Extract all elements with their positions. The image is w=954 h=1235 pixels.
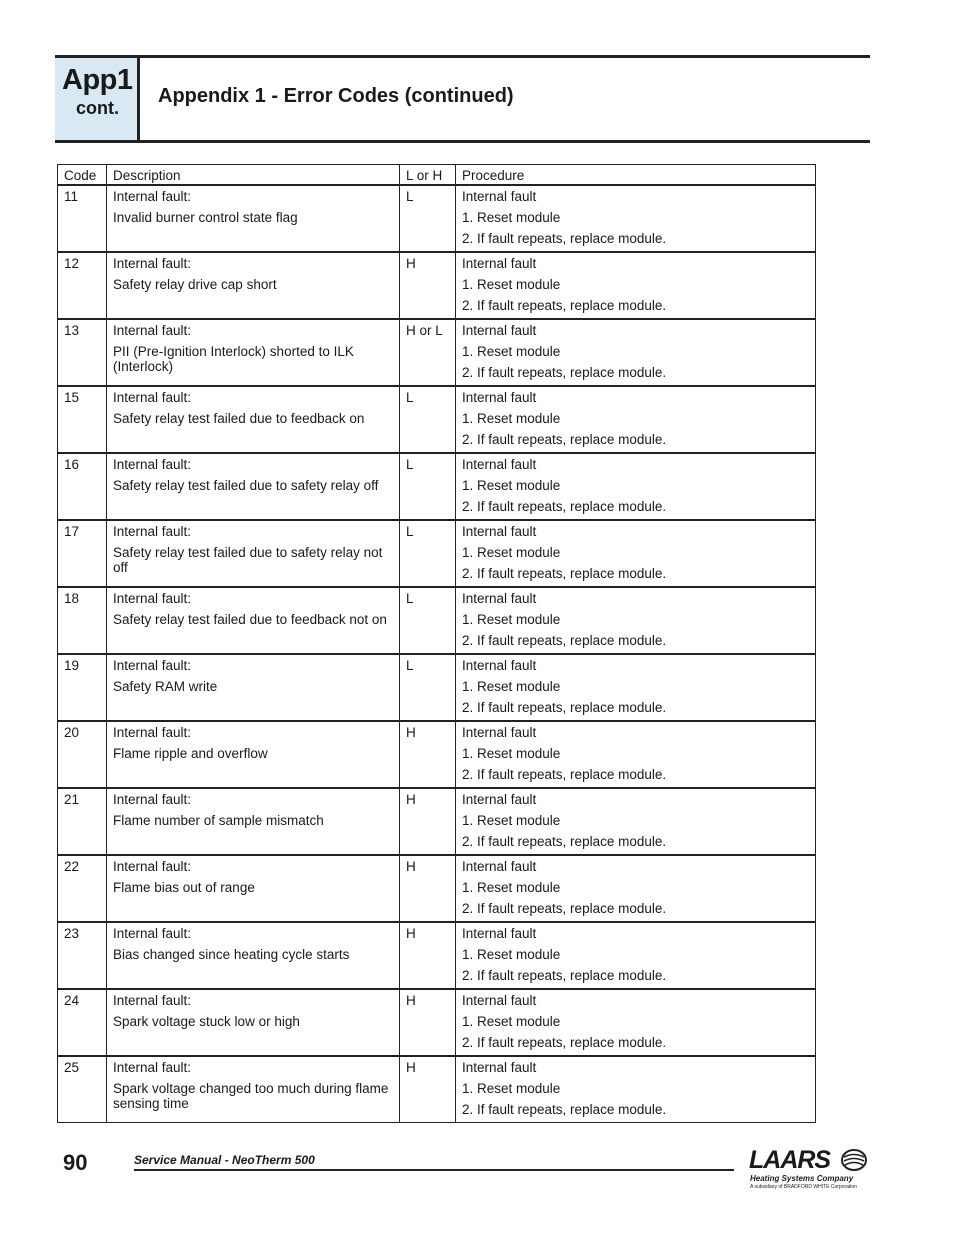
error-code-cell <box>58 386 107 453</box>
lockout-hold-cell <box>400 520 456 587</box>
procedure-heading: Internal fault <box>462 792 537 807</box>
description-cell <box>107 721 400 788</box>
lockout-hold-value: H <box>406 859 416 874</box>
appendix-tab <box>55 58 140 140</box>
description-heading: Internal fault: <box>113 658 192 673</box>
description-heading: Internal fault: <box>113 1060 192 1075</box>
lockout-hold-value: L <box>406 457 414 472</box>
description-heading: Internal fault: <box>113 591 192 606</box>
column-header-l-or-h: L or H <box>400 165 456 186</box>
lockout-hold-cell <box>400 587 456 654</box>
lockout-hold-cell <box>400 386 456 453</box>
table-row <box>58 453 816 520</box>
procedure-step-2: 2. If fault repeats, replace module. <box>462 1035 667 1050</box>
error-code-cell <box>58 520 107 587</box>
error-code: 13 <box>64 323 80 338</box>
error-code: 18 <box>64 591 80 606</box>
lockout-hold-value: H or L <box>406 323 443 338</box>
error-code: 17 <box>64 524 80 539</box>
error-code: 21 <box>64 792 80 807</box>
description-heading: Internal fault: <box>113 256 192 271</box>
lockout-hold-value: H <box>406 993 416 1008</box>
laars-logo <box>749 1146 869 1191</box>
logo-brand: LAARS <box>749 1146 831 1174</box>
procedure-heading: Internal fault <box>462 323 537 338</box>
error-code: 20 <box>64 725 80 740</box>
procedure-heading: Internal fault <box>462 457 537 472</box>
page-header <box>55 55 870 143</box>
table-row <box>58 520 816 587</box>
procedure-step-1: 1. Reset module <box>462 612 561 627</box>
appendix-tab-sublabel: cont. <box>76 98 119 118</box>
lockout-hold-cell <box>400 185 456 252</box>
error-code-cell <box>58 989 107 1056</box>
description-cell <box>107 587 400 654</box>
procedure-cell <box>456 185 816 252</box>
description-text: Flame bias out of range <box>113 880 255 895</box>
procedure-step-2: 2. If fault repeats, replace module. <box>462 700 667 715</box>
procedure-cell <box>456 319 816 386</box>
description-heading: Internal fault: <box>113 926 192 941</box>
procedure-step-2: 2. If fault repeats, replace module. <box>462 834 667 849</box>
procedure-heading: Internal fault <box>462 591 537 606</box>
error-code: 22 <box>64 859 80 874</box>
error-code: 16 <box>64 457 80 472</box>
description-cell <box>107 855 400 922</box>
error-code: 11 <box>64 189 79 204</box>
description-text: Safety relay test failed due to safety relay not off <box>113 545 383 575</box>
procedure-step-1: 1. Reset module <box>462 545 561 560</box>
error-code-cell <box>58 453 107 520</box>
description-heading: Internal fault: <box>113 859 192 874</box>
description-text: Spark voltage stuck low or high <box>113 1014 300 1029</box>
description-text: Safety RAM write <box>113 679 218 694</box>
description-text: Safety relay test failed due to feedback on <box>113 411 365 426</box>
footer-divider <box>134 1169 734 1171</box>
table-row <box>58 252 816 319</box>
procedure-step-1: 1. Reset module <box>462 210 561 225</box>
procedure-cell <box>456 587 816 654</box>
procedure-cell <box>456 922 816 989</box>
lockout-hold-value: L <box>406 189 414 204</box>
lockout-hold-cell <box>400 788 456 855</box>
procedure-cell <box>456 453 816 520</box>
error-code-cell <box>58 319 107 386</box>
description-heading: Internal fault: <box>113 457 192 472</box>
column-header-code: Code <box>58 165 107 186</box>
description-cell <box>107 453 400 520</box>
procedure-cell <box>456 855 816 922</box>
error-code: 24 <box>64 993 80 1008</box>
procedure-cell <box>456 386 816 453</box>
description-text: Bias changed since heating cycle starts <box>113 947 350 962</box>
lockout-hold-value: H <box>406 926 416 941</box>
procedure-step-1: 1. Reset module <box>462 813 561 828</box>
description-cell <box>107 989 400 1056</box>
table-row <box>58 855 816 922</box>
error-code-cell <box>58 654 107 721</box>
error-code-cell <box>58 252 107 319</box>
description-cell <box>107 1056 400 1123</box>
description-text: Flame number of sample mismatch <box>113 813 324 828</box>
description-heading: Internal fault: <box>113 725 192 740</box>
lockout-hold-value: L <box>406 524 414 539</box>
error-code-cell <box>58 1056 107 1123</box>
error-code-cell <box>58 788 107 855</box>
table-row <box>58 1056 816 1123</box>
procedure-step-2: 2. If fault repeats, replace module. <box>462 566 667 581</box>
error-code-cell <box>58 587 107 654</box>
appendix-tab-label: App1 <box>62 64 133 96</box>
error-code-cell <box>58 721 107 788</box>
description-heading: Internal fault: <box>113 189 192 204</box>
description-cell <box>107 520 400 587</box>
error-codes-table <box>57 164 816 1123</box>
lockout-hold-cell <box>400 721 456 788</box>
lockout-hold-cell <box>400 989 456 1056</box>
lockout-hold-value: L <box>406 390 414 405</box>
description-cell <box>107 788 400 855</box>
logo-tagline: Heating Systems Company <box>750 1174 854 1183</box>
error-code: 19 <box>64 658 80 673</box>
description-heading: Internal fault: <box>113 524 192 539</box>
error-code: 12 <box>64 256 80 271</box>
procedure-heading: Internal fault <box>462 256 537 271</box>
procedure-heading: Internal fault <box>462 390 537 405</box>
logo-swirl-icon <box>841 1148 867 1172</box>
procedure-heading: Internal fault <box>462 725 537 740</box>
table-row <box>58 922 816 989</box>
page-title: Appendix 1 - Error Codes (continued) <box>158 85 514 107</box>
table-row <box>58 654 816 721</box>
procedure-step-2: 2. If fault repeats, replace module. <box>462 365 667 380</box>
procedure-cell <box>456 1056 816 1123</box>
table-header-row <box>58 165 816 186</box>
procedure-step-1: 1. Reset module <box>462 1081 561 1096</box>
lockout-hold-value: L <box>406 658 414 673</box>
procedure-step-2: 2. If fault repeats, replace module. <box>462 767 667 782</box>
logo-subtitle: A subsidiary of BRADFORD WHITE Corporation <box>750 1184 857 1190</box>
description-cell <box>107 185 400 252</box>
column-header-procedure: Procedure <box>456 165 816 186</box>
description-heading: Internal fault: <box>113 792 192 807</box>
description-cell <box>107 654 400 721</box>
procedure-step-1: 1. Reset module <box>462 746 561 761</box>
procedure-step-2: 2. If fault repeats, replace module. <box>462 901 667 916</box>
description-text: Invalid burner control state flag <box>113 210 298 225</box>
procedure-cell <box>456 654 816 721</box>
procedure-step-1: 1. Reset module <box>462 277 561 292</box>
error-code-cell <box>58 922 107 989</box>
lockout-hold-value: H <box>406 792 416 807</box>
description-cell <box>107 319 400 386</box>
table-row <box>58 386 816 453</box>
procedure-step-1: 1. Reset module <box>462 947 561 962</box>
description-heading: Internal fault: <box>113 390 192 405</box>
procedure-step-2: 2. If fault repeats, replace module. <box>462 633 667 648</box>
manual-title: Service Manual - NeoTherm 500 <box>134 1153 315 1167</box>
procedure-cell <box>456 788 816 855</box>
procedure-step-1: 1. Reset module <box>462 411 561 426</box>
procedure-step-2: 2. If fault repeats, replace module. <box>462 231 667 246</box>
lockout-hold-cell <box>400 855 456 922</box>
procedure-step-1: 1. Reset module <box>462 478 561 493</box>
error-code: 25 <box>64 1060 80 1075</box>
description-text: Safety relay test failed due to feedback not on <box>113 612 387 627</box>
lockout-hold-value: L <box>406 591 414 606</box>
lockout-hold-cell <box>400 654 456 721</box>
lockout-hold-value: H <box>406 1060 416 1075</box>
page-number: 90 <box>63 1150 88 1175</box>
lockout-hold-value: H <box>406 725 416 740</box>
description-heading: Internal fault: <box>113 323 192 338</box>
procedure-step-2: 2. If fault repeats, replace module. <box>462 298 667 313</box>
error-code-cell <box>58 855 107 922</box>
procedure-heading: Internal fault <box>462 859 537 874</box>
lockout-hold-cell <box>400 252 456 319</box>
lockout-hold-value: H <box>406 256 416 271</box>
procedure-cell <box>456 721 816 788</box>
procedure-cell <box>456 989 816 1056</box>
table-row <box>58 721 816 788</box>
procedure-step-2: 2. If fault repeats, replace module. <box>462 1102 667 1117</box>
lockout-hold-cell <box>400 922 456 989</box>
procedure-cell <box>456 520 816 587</box>
procedure-step-2: 2. If fault repeats, replace module. <box>462 968 667 983</box>
procedure-step-1: 1. Reset module <box>462 1014 561 1029</box>
procedure-step-2: 2. If fault repeats, replace module. <box>462 432 667 447</box>
procedure-cell <box>456 252 816 319</box>
description-text: Safety relay test failed due to safety relay off <box>113 478 379 493</box>
lockout-hold-cell <box>400 319 456 386</box>
column-header-description: Description <box>107 165 400 186</box>
lockout-hold-cell <box>400 1056 456 1123</box>
procedure-step-1: 1. Reset module <box>462 679 561 694</box>
description-text: Spark voltage changed too much during flame sensing time <box>113 1081 389 1111</box>
procedure-heading: Internal fault <box>462 1060 537 1075</box>
procedure-step-1: 1. Reset module <box>462 880 561 895</box>
table-row <box>58 587 816 654</box>
table-row <box>58 788 816 855</box>
procedure-step-1: 1. Reset module <box>462 344 561 359</box>
procedure-heading: Internal fault <box>462 524 537 539</box>
error-code: 15 <box>64 390 80 405</box>
description-text: Safety relay drive cap short <box>113 277 277 292</box>
table-row <box>58 319 816 386</box>
description-heading: Internal fault: <box>113 993 192 1008</box>
procedure-step-2: 2. If fault repeats, replace module. <box>462 499 667 514</box>
error-code: 23 <box>64 926 80 941</box>
procedure-heading: Internal fault <box>462 658 537 673</box>
procedure-heading: Internal fault <box>462 926 537 941</box>
error-code-cell <box>58 185 107 252</box>
lockout-hold-cell <box>400 453 456 520</box>
procedure-heading: Internal fault <box>462 993 537 1008</box>
table-row <box>58 185 816 252</box>
description-text: PII (Pre-Ignition Interlock) shorted to ILK (Interlock) <box>113 344 354 374</box>
description-cell <box>107 922 400 989</box>
description-cell <box>107 386 400 453</box>
description-text: Flame ripple and overflow <box>113 746 268 761</box>
description-cell <box>107 252 400 319</box>
table-row <box>58 989 816 1056</box>
procedure-heading: Internal fault <box>462 189 537 204</box>
